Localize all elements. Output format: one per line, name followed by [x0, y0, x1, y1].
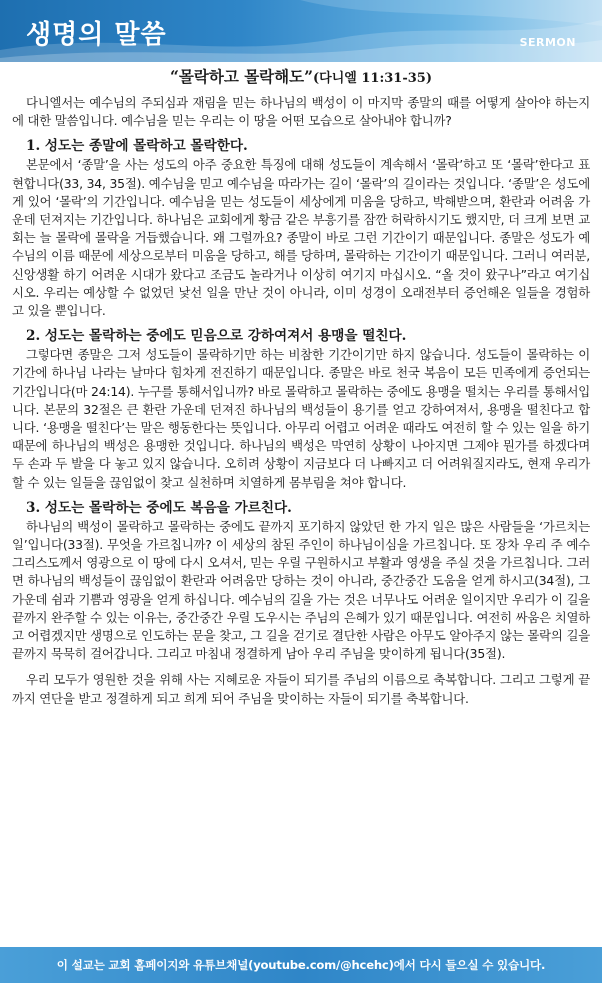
- section-text-3: 하나님의 백성이 몰락하고 몰락하는 중에도 끝까지 포기하지 않았던 한 가지 일은 많은 사람들을 ‘가르치는 일’입니다(33절). 무엇을 가르칩니까? 이 세상의 참된 주인이 하나님이심을 가르칩니다. 또 장차 우리 주 예수 그리스도께서 영광으로 이 땅에 다시 오셔서, 믿는 우릴 구원하시고 부활과 영생을 주실 것을 가르칩니다. 그러면 하나님의 백성들이 끊임없이 환란과 어려움만 당하는 것이 아니라, 중간중간 도움을 얻게 하시고(34절), 그 가운데 쉼과 기쁨과 영광을 얻게 하십니다. 예수님의 길을 가는 것은 너무나도 어려운 일이지만 우리가 이 길을 끝까지 완주할 수 있는 이유는, 중간중간 우릴 도우시는 주님의 은혜가 있기 때문입니다. 여전히 싸움은 치열하고 어렵겠지만 생명으로 인도하는 문을 찾고, 그 길을 걷기로 결단한 사람은 아무도 알아주지 않는 몰락의 길을 끝까지 묵묵히 걸어갑니다. 그리고 마침내 정결하게 남아 우리 주님을 맞이하게 됩니다(35절).: [12, 518, 590, 662]
- section-text-2: 그렇다면 종말은 그저 성도들이 몰락하기만 하는 비참한 기간이기만 하지 않습니다. 성도들이 몰락하는 이 기간에 하나님 나라는 날마다 힘차게 전진하기 때문입니다. 종말은 바로 천국 복음이 모든 민족에게 증언되는 기간입니다(마 24:14). 누구를 통해서입니까? 바로 몰락하고 몰락하는 중에도 용맹을 떨치는 우리를 통해서입니다. 본문의 32절은 큰 환란 가운데 던져진 하나님의 백성들이 용기를 얻고 강하여져서, 용맹을 떨친다고 합니다. ‘용맹을 떨친다’는 말은 행동한다는 뜻입니다. 아무리 어렵고 어려운 때라도 여전히 할 수 있는 일을 하기 때문에 하나님의 백성은 용맹한 것입니다. 하나님의 백성은 막연히 상황이 나아지면 그제야 뭔가를 하겠다며 두 손과 두 발을 다 놓고 있지 않습니다. 오히려 상황이 지금보다 더 나빠지고 더 어려워질지라도, 현재 우리가 할 수 있는 일들을 끊임없이 찾고 실천하며 치열하게 몸부림을 쳐야 합니다.: [12, 347, 590, 490]
- sermon-reference: (다니엘 11:31-35): [313, 71, 432, 86]
- header-title: 생명의 말씀: [26, 20, 167, 50]
- header-tag: SERMON: [519, 36, 576, 49]
- intro-paragraph: 다니엘서는 예수님의 주되심과 재림을 믿는 하나님의 백성이 이 마지막 종말의 때를 어떻게 살아야 하는지에 대한 말씀입니다. 예수님을 믿는 우리는 이 땅을 어떤 모습으로 살아내야 합니까?: [12, 95, 590, 129]
- sermon-content: [12, 66, 590, 708]
- section-heading-1: 1. 성도는 종말에 몰락하고 몰락한다.: [26, 138, 248, 155]
- section-heading-3: 3. 성도는 몰락하는 중에도 복음을 가르친다.: [26, 499, 292, 516]
- sermon-title-text: “몰락하고 몰락해도”: [170, 67, 314, 86]
- closing-paragraph: 우리 모두가 영원한 것을 위해 사는 지혜로운 자들이 되기를 주님의 이름으로 축복합니다. 그리고 그렇게 끝까지 연단을 받고 정결하게 되고 희게 되어 주님을 맞이하는 자들이 되기를 축복합니다.: [12, 672, 590, 706]
- section-heading-2: 2. 성도는 몰락하는 중에도 믿음으로 강하여져서 용맹을 떨친다.: [26, 328, 407, 345]
- section-text-1: 본문에서 ‘종말’을 사는 성도의 아주 중요한 특징에 대해 성도들이 계속해서 ‘몰락’하고 또 ‘몰락’한다고 표현합니다(33, 34, 35절). 예수님을 믿고 예수님을 따라가는 길이 ‘몰락’의 길이라는 것입니다. ‘종말’은 성도에게 있어 ‘몰락’의 기간입니다. 예수님을 믿는 성도들이 세상에게 미움을 당하고, 박해받으며, 환란과 어려움 가운데 던져지는 기간입니다. 하나님은 교회에게 황금 같은 부흥기를 잠깐 허락하시기도 했지만, 더 크게 보면 교회는 늘 몰락에 몰락을 거듭했습니다. 왜 그럴까요? 종말이 바로 그런 기간이기 때문입니다. 종말은 성도가 예수님의 이름 때문에 세상으로부터 미움을 당하고, 해를 당하며, 몰락하는 기간이기 때문입니다. 그러니 여러분, 신앙생활 하기 어려운 시대가 왔다고 조금도 놀라거나 이상히 여기지 마십시오. “올 것이 왔구나”라고 여기십시오. 우리는 예상할 수 없었던 낯선 일을 만난 것이 아니라, 이미 성경이 오래전부터 증언해온 일들을 경험하고 있을 뿐입니다.: [12, 157, 590, 319]
- footer-notice: 이 설교는 교회 홈페이지와 유튜브채널(youtube.com/@hcehc)에서 다시 들으실 수 있습니다.: [56, 958, 546, 972]
- header-banner: [0, 0, 602, 62]
- sermon-title: [12, 66, 590, 90]
- footer-banner: [0, 947, 602, 983]
